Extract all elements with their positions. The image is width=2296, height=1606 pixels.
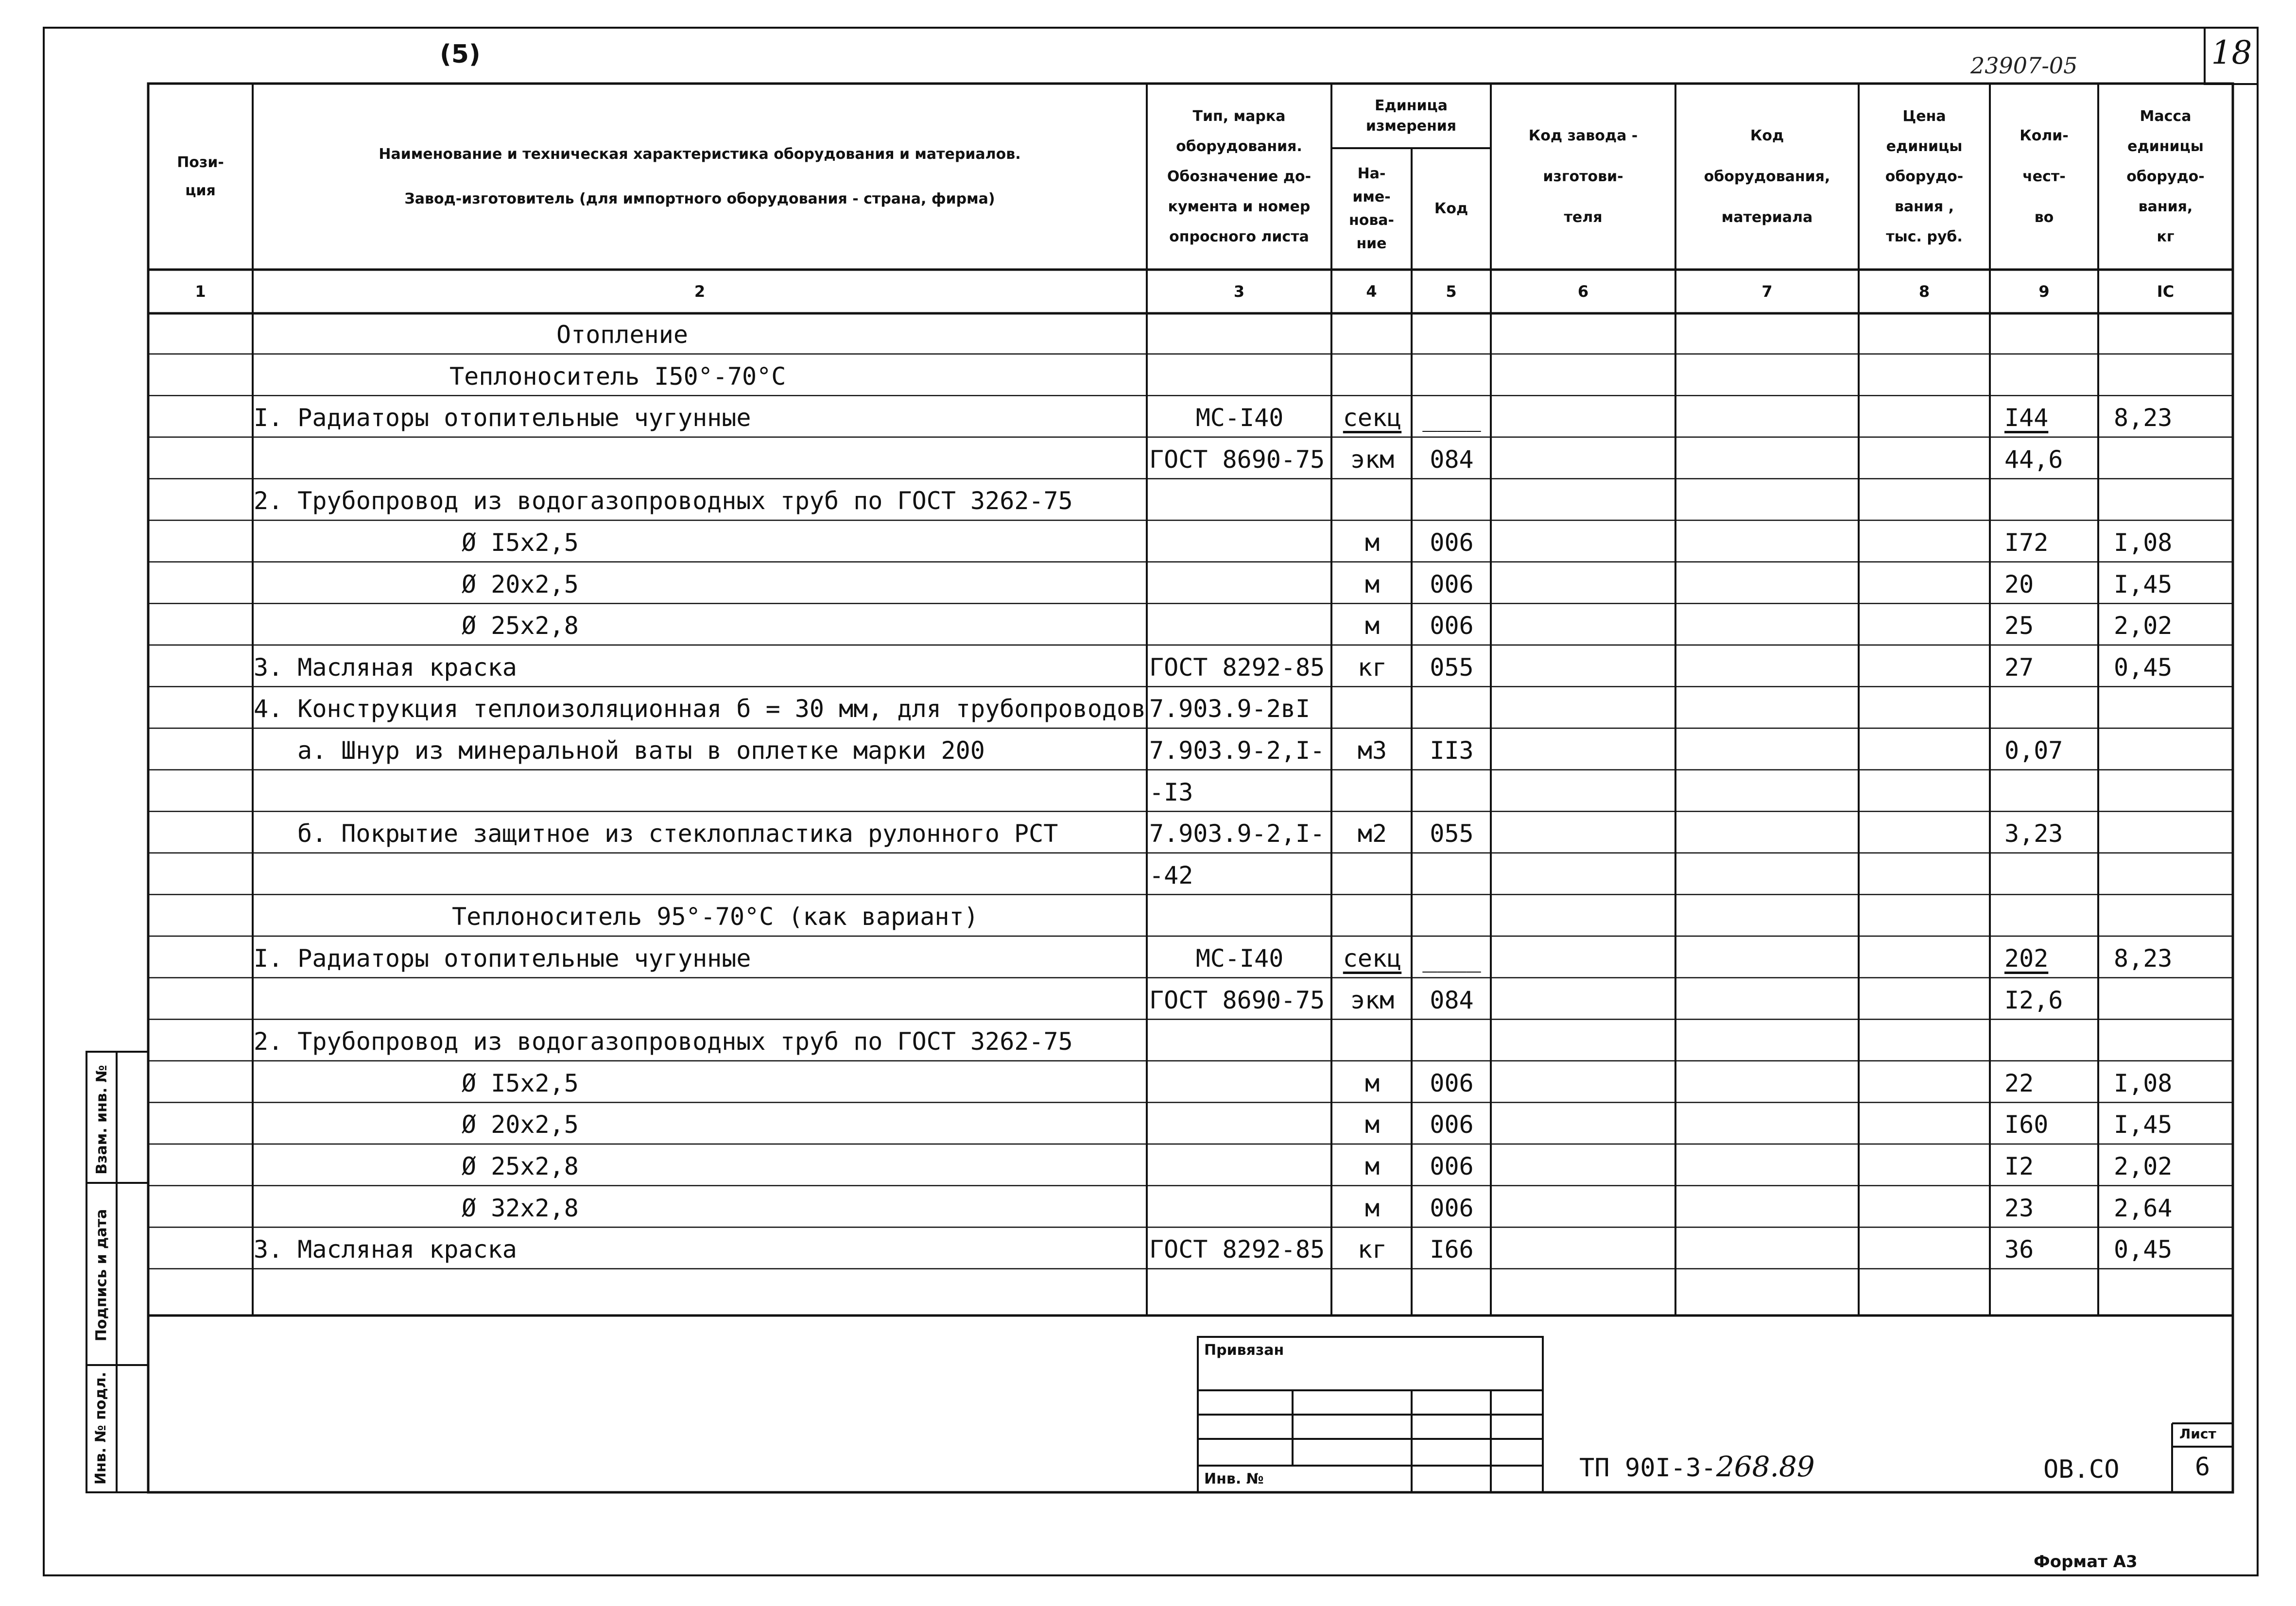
- row-8-code: 055: [1430, 653, 1474, 682]
- row-11-type: -I3: [1149, 778, 1193, 806]
- row-17-name: 2. Трубопровод из водогазопроводных труб по ГОСТ 3262-75: [254, 1027, 1073, 1056]
- header-unit-group: Единица измерения: [1365, 97, 1457, 135]
- row-10-unit: м3: [1357, 736, 1387, 765]
- row-14-mass: [2114, 896, 2230, 937]
- row-15-qty: 202: [2004, 944, 2049, 973]
- row-7-type: [1149, 605, 1330, 646]
- row-8-unit: кг: [1357, 653, 1387, 682]
- row-5-type: [1149, 522, 1330, 563]
- header-plant-code: Код завода - изготови- теля: [1528, 127, 1638, 226]
- row-6-mass: I,45: [2114, 570, 2173, 598]
- row-3-mass: [2114, 439, 2230, 480]
- stamp-sheet-number: 6: [2194, 1452, 2210, 1482]
- row-2-mass: 8,23: [2114, 404, 2173, 432]
- row-23-type: [1149, 1271, 1330, 1312]
- row-14-unit: [1334, 896, 1411, 937]
- stamp-bound-label: Привязан: [1204, 1342, 1284, 1359]
- row-19-type: [1149, 1104, 1330, 1145]
- row-21-qty: 23: [2004, 1194, 2034, 1222]
- sheet-corner-number: 18: [2211, 34, 2252, 71]
- row-6-qty: 20: [2004, 570, 2034, 598]
- row-8-type: ГОСТ 8292-85: [1149, 653, 1325, 682]
- stamp-inv-label: Инв. №: [1204, 1470, 1264, 1487]
- row-21-unit: м: [1364, 1194, 1380, 1222]
- row-17-mass: [2114, 1021, 2230, 1062]
- row-3-unit: экм: [1350, 445, 1395, 474]
- row-7-mass: 2,02: [2114, 612, 2173, 640]
- row-19-name: Ø 20x2,5: [462, 1111, 579, 1139]
- row-22-unit: кг: [1357, 1235, 1387, 1264]
- row-10-qty: 0,07: [2004, 736, 2063, 765]
- row-0-name: Отопление: [556, 321, 688, 349]
- row-20-unit: м: [1364, 1152, 1380, 1180]
- row-8-name: 3. Масляная краска: [254, 653, 517, 682]
- row-1-code: [1414, 356, 1489, 397]
- row-11-unit: [1334, 772, 1411, 813]
- row-5-code: 006: [1430, 529, 1474, 557]
- row-12-mass: [2114, 813, 2230, 854]
- colnum-1: 1: [195, 282, 206, 301]
- row-23-mass: [2114, 1271, 2230, 1312]
- row-22-qty: 36: [2004, 1235, 2034, 1264]
- row-7-code: 006: [1430, 612, 1474, 640]
- row-14-qty: [2004, 896, 2097, 937]
- row-20-qty: I2: [2004, 1152, 2034, 1180]
- row-12-unit: м2: [1357, 820, 1387, 848]
- row-2-unit: секц: [1343, 404, 1402, 432]
- row-12-code: 055: [1430, 820, 1474, 848]
- row-6-unit: м: [1364, 570, 1380, 598]
- row-20-name: Ø 25x2,8: [462, 1152, 579, 1180]
- row-16-type: ГОСТ 8690-75: [1149, 986, 1325, 1014]
- header-unit-code: Код: [1434, 200, 1468, 217]
- header-type: Тип, марка оборудования. Обозначение до- кумента и номер опросного листа: [1167, 107, 1312, 245]
- row-7-unit: м: [1364, 612, 1380, 640]
- row-3-code: 084: [1430, 445, 1474, 474]
- row-5-unit: м: [1364, 529, 1380, 557]
- row-2-type: МС-I40: [1195, 404, 1284, 432]
- row-5-mass: I,08: [2114, 529, 2173, 557]
- row-15-mass: 8,23: [2114, 944, 2173, 973]
- header-name: Наименование и техническая характеристика оборудования и материалов. Завод-изготовитель (для импортного оборудования - страна, фирма): [379, 145, 1021, 207]
- side-label-signature-date: Подпись и дата: [93, 1209, 110, 1342]
- row-14-code: [1414, 896, 1489, 937]
- row-3-qty: 44,6: [2004, 445, 2063, 474]
- row-12-name: б. Покрытие защитное из стеклопластика рулонного РСТ: [297, 820, 1058, 848]
- row-16-unit: экм: [1350, 986, 1395, 1014]
- row-20-type: [1149, 1146, 1330, 1187]
- header-equipment-code: Код оборудования, материала: [1704, 127, 1830, 226]
- row-2-qty: I44: [2004, 404, 2049, 432]
- row-17-code: [1414, 1021, 1489, 1062]
- row-23-qty: [2004, 1271, 2097, 1312]
- row-8-qty: 27: [2004, 653, 2034, 682]
- row-9-type: 7.903.9-2вI: [1149, 695, 1311, 723]
- row-8-mass: 0,45: [2114, 653, 2173, 682]
- page-number-mark: (5): [440, 40, 481, 69]
- row-4-mass: [2114, 480, 2230, 521]
- row-11-qty: [2004, 772, 2097, 813]
- row-5-qty: I72: [2004, 529, 2049, 557]
- row-13-code: [1414, 855, 1489, 896]
- row-0-unit: [1334, 314, 1411, 355]
- colnum-6: 6: [1577, 282, 1589, 301]
- row-10-type: 7.903.9-2,I-: [1149, 736, 1325, 765]
- row-16-qty: I2,6: [2004, 986, 2063, 1014]
- stamp-doc-code-prefix: ТП 90I-3-: [1579, 1453, 1716, 1483]
- row-4-qty: [2004, 480, 2097, 521]
- row-11-code: [1414, 772, 1489, 813]
- row-9-qty: [2004, 688, 2097, 729]
- row-6-type: [1149, 564, 1330, 605]
- colnum-4: 4: [1366, 282, 1377, 301]
- row-19-mass: I,45: [2114, 1111, 2173, 1139]
- row-13-mass: [2114, 855, 2230, 896]
- row-18-code: 006: [1430, 1069, 1474, 1097]
- row-1-qty: [2004, 356, 2097, 397]
- row-4-code: [1414, 480, 1489, 521]
- row-4-name: 2. Трубопровод из водогазопроводных труб по ГОСТ 3262-75: [254, 487, 1073, 515]
- row-2-name: I. Радиаторы отопительные чугунные: [254, 404, 751, 432]
- row-18-qty: 22: [2004, 1069, 2034, 1097]
- row-22-mass: 0,45: [2114, 1235, 2173, 1264]
- row-9-mass: [2114, 688, 2230, 729]
- colnum-10: IC: [2157, 282, 2175, 301]
- colnum-8: 8: [1918, 282, 1930, 301]
- row-6-name: Ø 20x2,5: [462, 570, 579, 598]
- row-22-type: ГОСТ 8292-85: [1149, 1235, 1325, 1264]
- row-10-name: а. Шнур из минеральной ваты в оплетке марки 200: [297, 736, 985, 765]
- header-quantity: Коли- чест- во: [2020, 127, 2069, 226]
- header-mass: Масса единицы оборудо- вания, кг: [2126, 107, 2205, 245]
- header-price: Цена единицы оборудо- вания , тыс. руб.: [1885, 107, 1964, 245]
- row-1-mass: [2114, 356, 2230, 397]
- row-15-type: МС-I40: [1195, 944, 1284, 973]
- row-10-mass: [2114, 730, 2230, 771]
- row-17-qty: [2004, 1021, 2097, 1062]
- row-18-mass: I,08: [2114, 1069, 2173, 1097]
- row-18-type: [1149, 1063, 1330, 1104]
- row-5-name: Ø I5x2,5: [462, 529, 579, 557]
- row-9-unit: [1334, 688, 1411, 729]
- colnum-3: 3: [1233, 282, 1245, 301]
- row-21-type: [1149, 1188, 1330, 1229]
- row-3-type: ГОСТ 8690-75: [1149, 445, 1325, 474]
- row-13-qty: [2004, 855, 2097, 896]
- row-20-mass: 2,02: [2114, 1152, 2173, 1180]
- row-16-mass: [2114, 980, 2230, 1021]
- row-0-type: [1149, 314, 1330, 355]
- row-22-code: I66: [1430, 1235, 1474, 1264]
- stamp-doc-code-handwritten: 268.89: [1716, 1450, 1815, 1483]
- side-label-replace-inv: Взам. инв. №: [93, 1065, 110, 1175]
- row-6-code: 006: [1430, 570, 1474, 598]
- row-1-unit: [1334, 356, 1411, 397]
- row-12-qty: 3,23: [2004, 820, 2063, 848]
- row-7-name: Ø 25x2,8: [462, 612, 579, 640]
- colnum-7: 7: [1761, 282, 1773, 301]
- row-23-unit: [1334, 1271, 1411, 1312]
- stamp-doc-code: [1579, 1450, 1815, 1483]
- row-19-qty: I60: [2004, 1111, 2049, 1139]
- row-0-code: [1414, 314, 1489, 355]
- row-15-code: ____: [1422, 944, 1481, 973]
- row-0-mass: [2114, 314, 2230, 355]
- row-13-type: -42: [1149, 861, 1193, 889]
- row-20-code: 006: [1430, 1152, 1474, 1180]
- stamp-sheet-label: Лист: [2179, 1426, 2216, 1442]
- row-1-name: Теплоноситель I50°-70°С: [449, 362, 786, 391]
- row-21-name: Ø 32x2,8: [462, 1194, 579, 1222]
- header-position: Пози- ция: [177, 154, 224, 199]
- doc-ref-handwritten: 23907-05: [1970, 52, 2078, 79]
- row-19-unit: м: [1364, 1111, 1380, 1139]
- row-16-code: 084: [1430, 986, 1474, 1014]
- row-18-unit: м: [1364, 1069, 1380, 1097]
- colnum-2: 2: [694, 282, 706, 301]
- format-label: Формат А3: [2034, 1552, 2138, 1572]
- row-4-type: [1149, 480, 1330, 521]
- row-15-unit: секц: [1343, 944, 1402, 973]
- row-14-name: Теплоноситель 95°-70°С (как вариант): [452, 903, 979, 931]
- row-12-type: 7.903.9-2,I-: [1149, 820, 1325, 848]
- stamp-section-code: ОВ.СО: [2043, 1455, 2120, 1484]
- row-23-code: [1414, 1271, 1489, 1312]
- row-4-unit: [1334, 480, 1411, 521]
- row-18-name: Ø I5x2,5: [462, 1069, 579, 1097]
- header-unit-name: На- име- нова- ние: [1348, 165, 1395, 252]
- row-21-mass: 2,64: [2114, 1194, 2173, 1222]
- side-label-inv-orig: Инв. № подл.: [92, 1371, 109, 1485]
- row-14-type: [1149, 896, 1330, 937]
- row-2-code: ____: [1422, 404, 1481, 432]
- row-11-mass: [2114, 772, 2230, 813]
- row-9-name: 4. Конструкция теплоизоляционная б = 30 мм, для трубопроводов: [254, 695, 1146, 723]
- row-13-unit: [1334, 855, 1411, 896]
- row-9-code: [1414, 688, 1489, 729]
- row-17-unit: [1334, 1021, 1411, 1062]
- row-1-type: [1149, 356, 1330, 397]
- row-17-type: [1149, 1021, 1330, 1062]
- row-7-qty: 25: [2004, 612, 2034, 640]
- row-10-code: II3: [1430, 736, 1474, 765]
- row-21-code: 006: [1430, 1194, 1474, 1222]
- row-22-name: 3. Масляная краска: [254, 1235, 517, 1264]
- row-0-qty: [2004, 314, 2097, 355]
- row-19-code: 006: [1430, 1111, 1474, 1139]
- colnum-9: 9: [2038, 282, 2050, 301]
- row-15-name: I. Радиаторы отопительные чугунные: [254, 944, 751, 973]
- colnum-5: 5: [1446, 282, 1457, 301]
